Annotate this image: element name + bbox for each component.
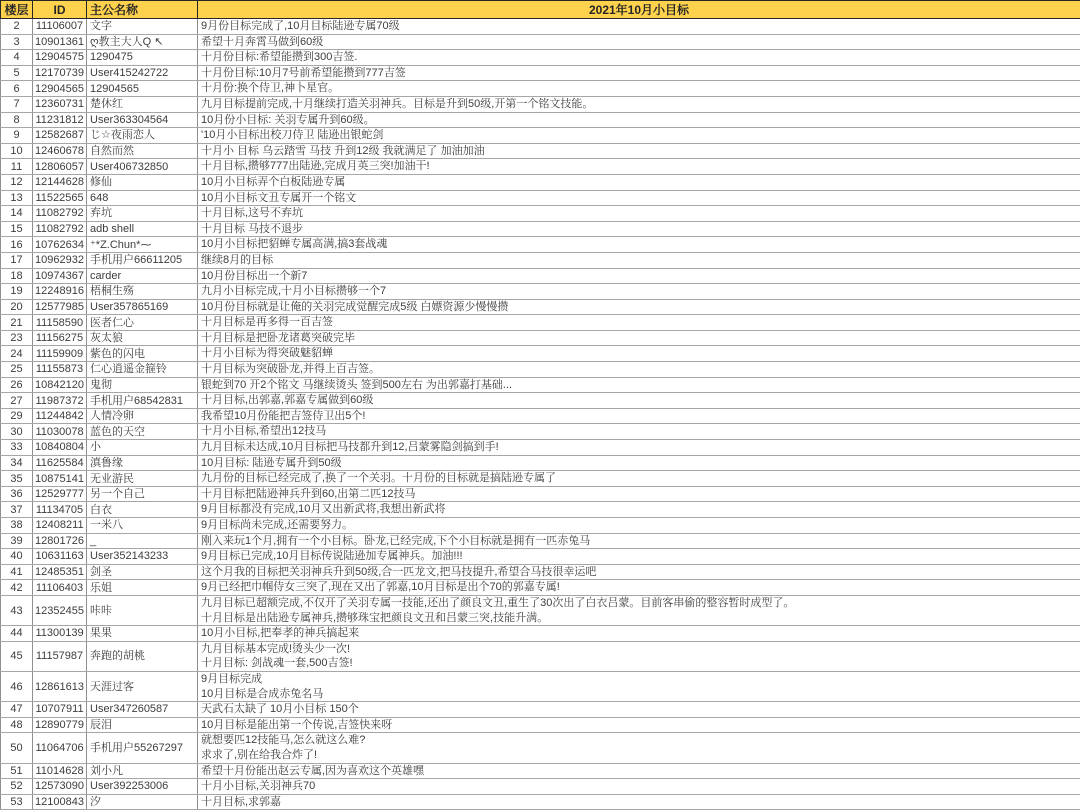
goal-cell[interactable] (198, 159, 1080, 175)
floor-cell[interactable]: 43 (1, 595, 33, 625)
table-row (1, 564, 1080, 580)
floor-cell[interactable]: 41 (1, 564, 33, 580)
id-cell[interactable]: 12460678 (33, 143, 87, 159)
id-cell[interactable]: 11014628 (33, 763, 87, 779)
goal-line: 十月目标是出陆逊专属神兵,攒够珠宝把颜良文丑和吕蒙三突,技能升满。 (201, 611, 1077, 626)
goal-cell[interactable] (198, 779, 1080, 795)
goal-line: 希望十月份能出赵云专属,因为喜欢这个英雄嘿 (201, 764, 1077, 779)
table-row (1, 19, 1080, 35)
floor-cell[interactable]: 13 (1, 190, 33, 206)
goal-line: 十月目标是再多得一百吉签 (201, 315, 1077, 330)
goal-line: 十月目标,出郭嘉,郭嘉专属做到60级 (201, 393, 1077, 408)
name-cell[interactable]: 修仙 (87, 174, 198, 190)
table-row (1, 671, 1080, 701)
id-cell[interactable]: 11106403 (33, 580, 87, 596)
name-cell[interactable]: User406732850 (87, 159, 198, 175)
goal-cell[interactable] (198, 362, 1080, 378)
floor-cell[interactable]: 15 (1, 221, 33, 237)
goal-line: 十月份目标:10月7号前希望能攒到777吉签 (201, 66, 1077, 81)
table-row (1, 96, 1080, 112)
goal-cell[interactable] (198, 19, 1080, 35)
name-cell[interactable]: 12904565 (87, 81, 198, 97)
name-cell[interactable]: 手机用户68542831 (87, 393, 198, 409)
floor-cell[interactable]: 7 (1, 96, 33, 112)
table-row (1, 237, 1080, 253)
id-cell[interactable]: 11106007 (33, 19, 87, 35)
floor-cell[interactable]: 10 (1, 143, 33, 159)
table-row (1, 549, 1080, 565)
name-cell[interactable]: 人情冷卵 (87, 408, 198, 424)
floor-cell[interactable]: 11 (1, 159, 33, 175)
goal-cell[interactable] (198, 284, 1080, 300)
goal-cell[interactable] (198, 221, 1080, 237)
id-cell[interactable]: 12904565 (33, 81, 87, 97)
table-row (1, 641, 1080, 671)
goal-cell[interactable] (198, 440, 1080, 456)
name-cell[interactable]: 648 (87, 190, 198, 206)
goal-cell[interactable] (198, 702, 1080, 718)
table-row (1, 794, 1080, 810)
name-cell[interactable]: 弃坑 (87, 206, 198, 222)
floor-cell[interactable]: 45 (1, 641, 33, 671)
id-cell[interactable]: 12573090 (33, 779, 87, 795)
goal-cell[interactable] (198, 580, 1080, 596)
goal-cell[interactable] (198, 763, 1080, 779)
goal-line: 十月目标,求郭嘉 (201, 795, 1077, 810)
goal-line: 十月份:换个侍卫,神卜星官。 (201, 81, 1077, 96)
floor-cell[interactable]: 14 (1, 206, 33, 222)
floor-cell[interactable]: 46 (1, 671, 33, 701)
name-cell[interactable]: 1290475 (87, 50, 198, 66)
table-body (1, 19, 1080, 810)
floor-cell[interactable]: 3 (1, 34, 33, 50)
floor-cell[interactable]: 29 (1, 408, 33, 424)
floor-cell[interactable]: 4 (1, 50, 33, 66)
id-cell[interactable]: 10842120 (33, 377, 87, 393)
goal-cell[interactable] (198, 533, 1080, 549)
goal-cell[interactable] (198, 190, 1080, 206)
column-header-goal[interactable]: 2021年10月小目标 (198, 1, 1080, 19)
table-row (1, 362, 1080, 378)
goal-line: 10月目标是能出第一个传说,吉签快来呀 (201, 718, 1077, 733)
floor-cell[interactable]: 24 (1, 346, 33, 362)
id-cell[interactable]: 11082792 (33, 221, 87, 237)
table-row (1, 346, 1080, 362)
id-cell[interactable]: 11082792 (33, 206, 87, 222)
goal-cell[interactable] (198, 50, 1080, 66)
name-cell[interactable]: User415242722 (87, 65, 198, 81)
goal-line: 继续8月的目标 (201, 253, 1077, 268)
table-row (1, 143, 1080, 159)
floor-cell[interactable]: 25 (1, 362, 33, 378)
name-cell[interactable]: 医者仁心 (87, 315, 198, 331)
floor-cell[interactable]: 8 (1, 112, 33, 128)
floor-cell[interactable]: 30 (1, 424, 33, 440)
goal-cell[interactable] (198, 626, 1080, 642)
floor-cell[interactable]: 50 (1, 733, 33, 763)
goal-line: 十月目标 马技不退步 (201, 222, 1077, 237)
goal-line: 我希望10月份能把吉签侍卫出5个! (201, 409, 1077, 424)
name-cell[interactable]: User352143233 (87, 549, 198, 565)
goal-line: 十月小 目标 乌云踏雪 马技 升到12级 我就满足了 加油加油 (201, 144, 1077, 159)
goal-cell[interactable] (198, 206, 1080, 222)
name-cell[interactable]: 乐姐 (87, 580, 198, 596)
name-cell[interactable]: carder (87, 268, 198, 284)
name-cell[interactable]: 无业游民 (87, 471, 198, 487)
table-row (1, 733, 1080, 763)
goal-line: 9月份目标完成了,10月目标陆逊专属70级 (201, 19, 1077, 34)
name-cell[interactable]: 果果 (87, 626, 198, 642)
goal-cell[interactable] (198, 65, 1080, 81)
goal-line: 这个月我的目标把关羽神兵升到50级,合一匹龙文,把马技提升,希望合马技很幸运吧 (201, 565, 1077, 580)
name-cell[interactable]: 白衣 (87, 502, 198, 518)
id-cell[interactable]: 11157987 (33, 641, 87, 671)
id-cell[interactable]: 11156275 (33, 330, 87, 346)
floor-cell[interactable]: 44 (1, 626, 33, 642)
table-row (1, 268, 1080, 284)
table-row (1, 779, 1080, 795)
goal-line: 10月份目标就是让俺的关羽完成觉醒完成5级 白嫖资源少慢慢攒 (201, 300, 1077, 315)
id-cell[interactable]: 10840804 (33, 440, 87, 456)
name-cell[interactable]: 天涯过客 (87, 671, 198, 701)
id-cell[interactable]: 11155873 (33, 362, 87, 378)
id-cell[interactable]: 11159909 (33, 346, 87, 362)
floor-cell[interactable]: 38 (1, 518, 33, 534)
table-row (1, 424, 1080, 440)
goal-cell[interactable] (198, 34, 1080, 50)
name-cell[interactable]: 一米八 (87, 518, 198, 534)
name-cell[interactable]: 手机用户66611205 (87, 252, 198, 268)
name-cell[interactable]: User363304564 (87, 112, 198, 128)
goal-cell[interactable] (198, 486, 1080, 502)
table-row (1, 284, 1080, 300)
floor-cell[interactable]: 19 (1, 284, 33, 300)
goal-line: 9月目标完成 (201, 672, 1077, 687)
id-cell[interactable]: 12170739 (33, 65, 87, 81)
goal-cell[interactable] (198, 717, 1080, 733)
id-cell[interactable]: 11522565 (33, 190, 87, 206)
name-cell[interactable]: 滇鲁缘 (87, 455, 198, 471)
floor-cell[interactable]: 42 (1, 580, 33, 596)
name-cell[interactable]: 梧桐生殇 (87, 284, 198, 300)
goal-cell[interactable] (198, 174, 1080, 190)
goal-line: 九月目标基本完成!烫头少一次! (201, 642, 1077, 657)
table-row (1, 763, 1080, 779)
goal-line: 10月份小目标: 关羽专属升到60级。 (201, 113, 1077, 128)
id-cell[interactable]: 12529777 (33, 486, 87, 502)
table-row (1, 455, 1080, 471)
floor-cell[interactable]: 26 (1, 377, 33, 393)
id-cell[interactable]: 11158590 (33, 315, 87, 331)
id-cell[interactable]: 11300139 (33, 626, 87, 642)
id-cell[interactable]: 12144628 (33, 174, 87, 190)
goal-cell[interactable] (198, 346, 1080, 362)
goal-line: 10月小目标把貂蝉专属高满,搞3套战魂 (201, 237, 1077, 252)
id-cell[interactable]: 12890779 (33, 717, 87, 733)
table-row (1, 81, 1080, 97)
goal-cell[interactable] (198, 81, 1080, 97)
floor-cell[interactable]: 35 (1, 471, 33, 487)
name-cell[interactable]: 手机用户55267297 (87, 733, 198, 763)
name-cell[interactable]: adb shell (87, 221, 198, 237)
goal-line: 9月目标已完成,10月目标传说陆逊加专属神兵。加油!!! (201, 549, 1077, 564)
goal-cell[interactable] (198, 128, 1080, 144)
id-cell[interactable]: 12408211 (33, 518, 87, 534)
floor-cell[interactable]: 16 (1, 237, 33, 253)
floor-cell[interactable]: 23 (1, 330, 33, 346)
id-cell[interactable]: 10962932 (33, 252, 87, 268)
goal-cell[interactable] (198, 330, 1080, 346)
goal-cell[interactable] (198, 733, 1080, 763)
id-cell[interactable]: 12806057 (33, 159, 87, 175)
goal-cell[interactable] (198, 518, 1080, 534)
column-header-name[interactable]: 主公名称 (87, 1, 198, 19)
floor-cell[interactable]: 51 (1, 763, 33, 779)
table-row (1, 393, 1080, 409)
floor-cell[interactable]: 33 (1, 440, 33, 456)
table-row (1, 626, 1080, 642)
name-cell[interactable]: ღ教主大人Q ↖ (87, 34, 198, 50)
goal-line: 十月目标,这号不弃坑 (201, 206, 1077, 221)
floor-cell[interactable]: 6 (1, 81, 33, 97)
name-cell[interactable]: 蓝色的天空 (87, 424, 198, 440)
name-cell[interactable]: 文字 (87, 19, 198, 35)
table-row (1, 190, 1080, 206)
name-cell[interactable]: 楚休红 (87, 96, 198, 112)
goal-cell[interactable] (198, 471, 1080, 487)
goal-cell[interactable] (198, 393, 1080, 409)
goal-line: 十月目标: 剑战魂一套,500吉签! (201, 656, 1077, 671)
goal-cell[interactable] (198, 237, 1080, 253)
floor-cell[interactable]: 52 (1, 779, 33, 795)
floor-cell[interactable]: 18 (1, 268, 33, 284)
name-cell[interactable]: 另一个自己 (87, 486, 198, 502)
goal-cell[interactable] (198, 455, 1080, 471)
floor-cell[interactable]: 27 (1, 393, 33, 409)
table-row (1, 206, 1080, 222)
goal-cell[interactable] (198, 641, 1080, 671)
goal-cell[interactable] (198, 564, 1080, 580)
goal-line: 刚入来玩1个月,拥有一个小目标。卧龙,已经完成,下个小目标就是拥有一匹赤兔马 (201, 534, 1077, 549)
id-cell[interactable]: 11231812 (33, 112, 87, 128)
table-row (1, 330, 1080, 346)
table-row (1, 315, 1080, 331)
id-cell[interactable]: 12248916 (33, 284, 87, 300)
id-cell[interactable]: 11244842 (33, 408, 87, 424)
table-row (1, 533, 1080, 549)
table-row (1, 159, 1080, 175)
id-cell[interactable]: 11134705 (33, 502, 87, 518)
floor-cell[interactable]: 39 (1, 533, 33, 549)
table-row (1, 408, 1080, 424)
name-cell[interactable]: 刘小凡 (87, 763, 198, 779)
floor-cell[interactable]: 9 (1, 128, 33, 144)
floor-cell[interactable]: 21 (1, 315, 33, 331)
goal-line: 十月目标为突破卧龙,并得上百吉签。 (201, 362, 1077, 377)
table-row (1, 717, 1080, 733)
table-row (1, 252, 1080, 268)
name-cell[interactable]: User357865169 (87, 299, 198, 315)
table-row (1, 702, 1080, 718)
table-row (1, 440, 1080, 456)
name-cell[interactable]: 鬼彻 (87, 377, 198, 393)
id-cell[interactable]: 12100843 (33, 794, 87, 810)
goal-cell[interactable] (198, 143, 1080, 159)
goal-cell[interactable] (198, 377, 1080, 393)
name-cell[interactable]: じ☆夜雨恋人 (87, 128, 198, 144)
table-row (1, 128, 1080, 144)
goal-line: 希望十月奔霄马做到60级 (201, 35, 1077, 50)
floor-cell[interactable]: 2 (1, 19, 33, 35)
name-cell[interactable]: 自然而然 (87, 143, 198, 159)
id-cell[interactable]: 11625584 (33, 455, 87, 471)
name-cell[interactable]: 剑圣 (87, 564, 198, 580)
name-cell[interactable]: User392253006 (87, 779, 198, 795)
goal-cell[interactable] (198, 268, 1080, 284)
column-header-floor[interactable]: 楼层 (1, 1, 33, 19)
floor-cell[interactable]: 40 (1, 549, 33, 565)
goal-cell[interactable] (198, 595, 1080, 625)
floor-cell[interactable]: 20 (1, 299, 33, 315)
id-cell[interactable]: 12485351 (33, 564, 87, 580)
goal-line: 10月小目标弄个白板陆逊专属 (201, 175, 1077, 190)
goal-line: 求求了,别在给我合炸了! (201, 748, 1077, 763)
goal-line: 十月目标把陆逊神兵升到60,出第二匹12技马 (201, 487, 1077, 502)
name-cell[interactable]: 小 (87, 440, 198, 456)
table-row (1, 174, 1080, 190)
goal-line: 9月已经把巾帼侍女三突了,现在又出了郭嘉,10月目标是出个70的郭嘉专属! (201, 580, 1077, 595)
floor-cell[interactable]: 34 (1, 455, 33, 471)
goal-line: 十月目标,攒够777出陆逊,完成月英三突!加油干! (201, 159, 1077, 174)
id-cell[interactable]: 10762634 (33, 237, 87, 253)
table-row (1, 112, 1080, 128)
goal-line: 就想要匹12技能马,怎么就这么难? (201, 733, 1077, 748)
goal-line: 九月份的目标已经完成了,换了一个关羽。十月份的目标就是搞陆逊专属了 (201, 471, 1077, 486)
table-row (1, 580, 1080, 596)
goal-line: 十月目标是把卧龙诸葛突破完毕 (201, 331, 1077, 346)
goal-line: 10月小目标文丑专属开一个铭文 (201, 191, 1077, 206)
name-cell[interactable]: 奔跑的胡桃 (87, 641, 198, 671)
id-cell[interactable]: 10875141 (33, 471, 87, 487)
table-row (1, 471, 1080, 487)
name-cell[interactable]: 咔咔 (87, 595, 198, 625)
id-cell[interactable]: 11064706 (33, 733, 87, 763)
table-row (1, 221, 1080, 237)
goal-line: 九月目标已超额完成,不仅开了关羽专属一技能,还出了颜良文丑,重生了30次出了白衣吕蒙。目前客串偷的整容暂时成型了。 (201, 596, 1077, 611)
table-row (1, 502, 1080, 518)
name-cell[interactable]: 汐 (87, 794, 198, 810)
goal-cell[interactable] (198, 408, 1080, 424)
id-cell[interactable]: 10974367 (33, 268, 87, 284)
name-cell[interactable]: 辰泪 (87, 717, 198, 733)
table-row (1, 34, 1080, 50)
id-cell[interactable]: 12861613 (33, 671, 87, 701)
table-row (1, 65, 1080, 81)
table-row (1, 518, 1080, 534)
name-cell[interactable]: ⁺*Z.Chun*⁓ (87, 237, 198, 253)
goal-cell[interactable] (198, 502, 1080, 518)
id-cell[interactable]: 12582687 (33, 128, 87, 144)
goal-line: '10月小目标出校刀侍卫 陆逊出银蛇剑 (201, 128, 1077, 143)
goal-cell[interactable] (198, 424, 1080, 440)
goal-line: 十月小目标,希望出12技马 (201, 424, 1077, 439)
table-row (1, 299, 1080, 315)
table-row (1, 377, 1080, 393)
floor-cell[interactable]: 17 (1, 252, 33, 268)
table-row (1, 595, 1080, 625)
id-cell[interactable]: 10707911 (33, 702, 87, 718)
id-cell[interactable]: 12904575 (33, 50, 87, 66)
goal-cell[interactable] (198, 794, 1080, 810)
goal-line: 九月目标未达成,10月目标把马技都升到12,吕蒙雾隐剑搞到手! (201, 440, 1077, 455)
goal-line: 十月小目标为得突破魅貂蝉 (201, 346, 1077, 361)
floor-cell[interactable]: 37 (1, 502, 33, 518)
goal-line: 10月份目标出一个新7 (201, 269, 1077, 284)
floor-cell[interactable]: 12 (1, 174, 33, 190)
goal-line: 9月目标都没有完成,10月又出新武将,我想出新武将 (201, 502, 1077, 517)
id-cell[interactable]: 12360731 (33, 96, 87, 112)
goal-line: 十月份目标:希望能攒到300吉签. (201, 50, 1077, 65)
goal-cell[interactable] (198, 671, 1080, 701)
name-cell[interactable]: _ (87, 533, 198, 549)
goal-cell[interactable] (198, 549, 1080, 565)
floor-cell[interactable]: 36 (1, 486, 33, 502)
goal-line: 10月小目标,把奉孝的神兵搞起来 (201, 626, 1077, 641)
goal-line: 九月目标提前完成,十月继续打造关羽神兵。目标是升到50级,开第一个铭文技能。 (201, 97, 1077, 112)
id-cell[interactable]: 12801726 (33, 533, 87, 549)
name-cell[interactable]: 灰太狼 (87, 330, 198, 346)
id-cell[interactable]: 10901361 (33, 34, 87, 50)
name-cell[interactable]: 仁心逍遥金箍铃 (87, 362, 198, 378)
goal-cell[interactable] (198, 112, 1080, 128)
floor-cell[interactable]: 53 (1, 794, 33, 810)
floor-cell[interactable]: 48 (1, 717, 33, 733)
floor-cell[interactable]: 47 (1, 702, 33, 718)
name-cell[interactable]: User347260587 (87, 702, 198, 718)
id-cell[interactable]: 12577985 (33, 299, 87, 315)
goal-line: 10月目标: 陆逊专属升到50级 (201, 456, 1077, 471)
table-row (1, 486, 1080, 502)
goal-line: 10月目标是合成赤兔名马 (201, 687, 1077, 702)
id-cell[interactable]: 10631163 (33, 549, 87, 565)
id-cell[interactable]: 11030078 (33, 424, 87, 440)
name-cell[interactable]: 紫色的闪电 (87, 346, 198, 362)
goal-line: 9月目标尚未完成,还需要努力。 (201, 518, 1077, 533)
goal-cell[interactable] (198, 252, 1080, 268)
id-cell[interactable]: 12352455 (33, 595, 87, 625)
goal-cell[interactable] (198, 299, 1080, 315)
table-row (1, 50, 1080, 66)
goal-cell[interactable] (198, 315, 1080, 331)
id-cell[interactable]: 11987372 (33, 393, 87, 409)
goal-cell[interactable] (198, 96, 1080, 112)
floor-cell[interactable]: 5 (1, 65, 33, 81)
goal-line: 天武石太缺了 10月小目标 150个 (201, 702, 1077, 717)
goal-line: 十月小目标,关羽神兵70 (201, 779, 1077, 794)
header-row (1, 1, 1080, 19)
goal-line: 银蛇到70 开2个铭文 马继续烫头 签到500左右 为出郭嘉打基础... (201, 378, 1077, 393)
goal-line: 九月小目标完成,十月小目标攒够一个7 (201, 284, 1077, 299)
column-header-id[interactable]: ID (33, 1, 87, 19)
